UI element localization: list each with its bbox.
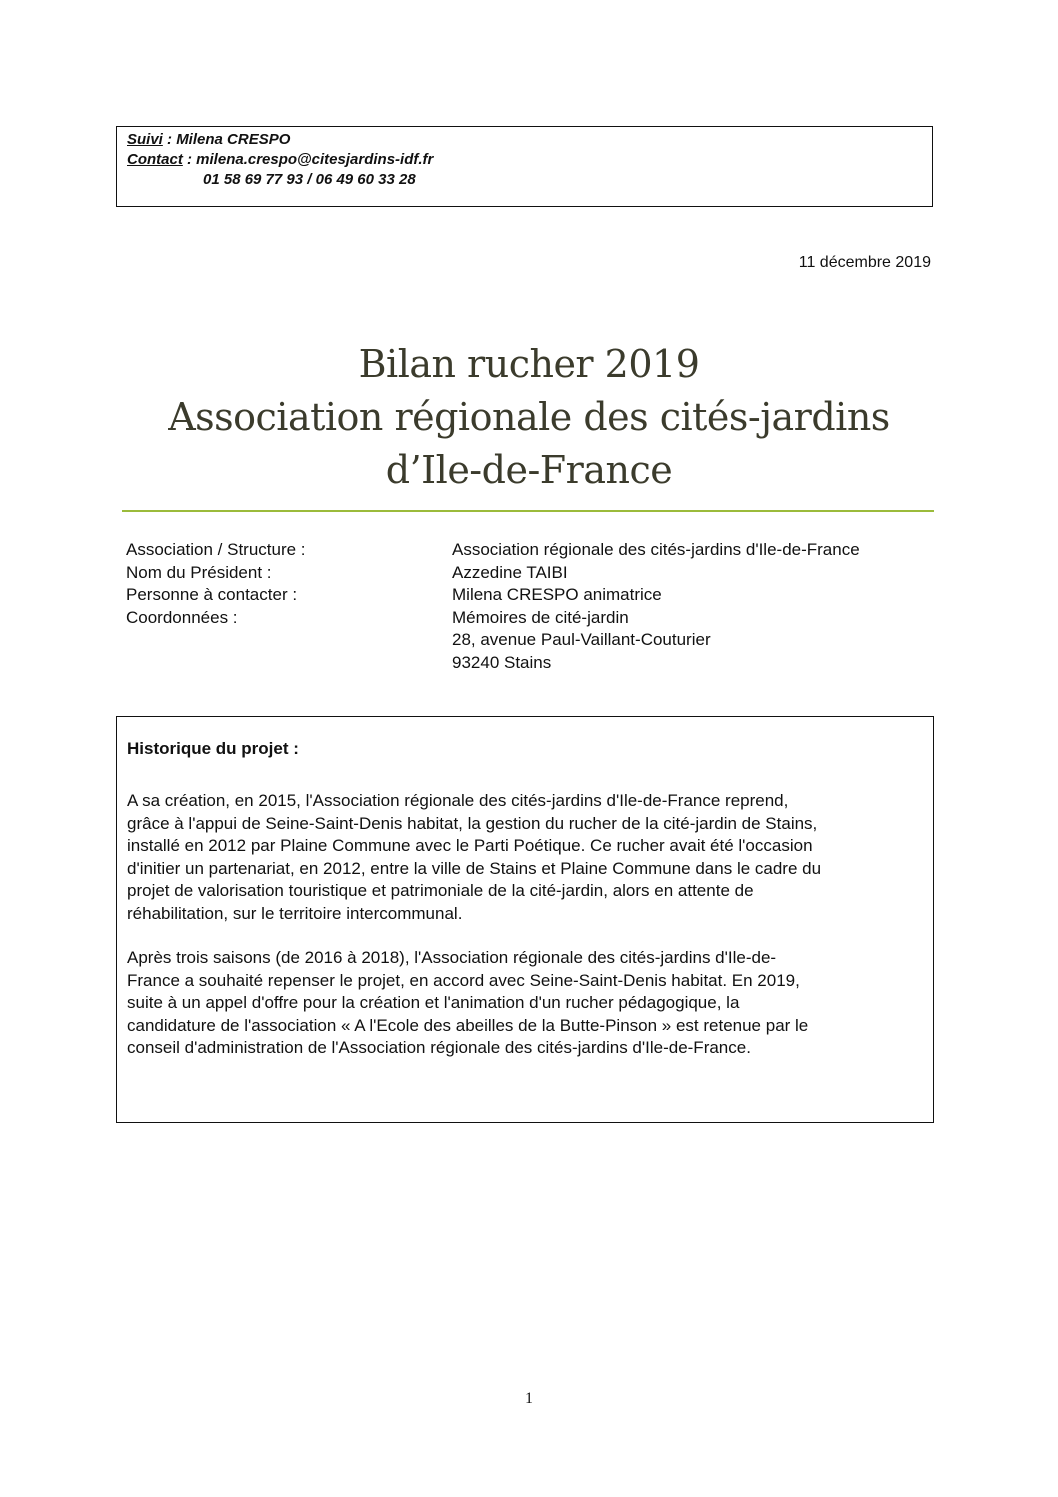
contact-email: : milena.crespo@citesjardins-idf.fr <box>182 151 434 168</box>
contact-phones: 01 58 69 77 93 / 06 49 60 33 28 <box>203 171 416 188</box>
title-divider <box>122 510 934 512</box>
paragraph-line: candidature de l'association « A l'Ecole des abeilles de la Butte-Pinson » est retenue par le <box>127 1015 809 1035</box>
info-value: Azzedine TAIBI <box>452 562 568 582</box>
paragraph-line: Après trois saisons (de 2016 à 2018), l'Association régionale des cités-jardins d'Ile-de- <box>127 948 777 967</box>
title-line-2: Association régionale des cités-jardins <box>168 395 890 439</box>
paragraph-line: installé en 2012 par Plaine Commune avec le Parti Poétique. Ce rucher avait été l'occasion <box>127 836 813 855</box>
info-label: Nom du Président : <box>126 562 272 582</box>
page-number: 1 <box>525 1390 533 1407</box>
document-date: 11 décembre 2019 <box>798 254 931 271</box>
paragraph-line: d'initier un partenariat, en 2012, entre la ville de Stains et Plaine Commune dans le cadre du <box>127 858 822 878</box>
info-value: Association régionale des cités-jardins d'Ile-de-France <box>452 540 860 559</box>
suivi-label: Suivi <box>127 131 163 148</box>
history-heading: Historique du projet : <box>127 739 299 758</box>
info-value: Milena CRESPO animatrice <box>452 585 662 604</box>
paragraph-line: conseil d'administration de l'Association régionale des cités-jardins d'Ile-de-France. <box>127 1038 751 1057</box>
history-paragraph-2 <box>127 947 808 1060</box>
document-title <box>100 338 958 497</box>
paragraph-line: A sa création, en 2015, l'Association régionale des cités-jardins d'Ile-de-France reprend, <box>127 791 789 810</box>
history-box <box>116 716 934 1123</box>
contact-line <box>127 150 433 170</box>
contact-box <box>116 126 933 207</box>
history-paragraph-1 <box>127 790 821 925</box>
suivi-value: : Milena CRESPO <box>162 131 291 148</box>
paragraph-line: grâce à l'appui de Seine-Saint-Denis habitat, la gestion du rucher de la cité-jardin de Stains, <box>127 813 818 833</box>
paragraph-line: réhabilitation, sur le territoire intercommunal. <box>127 903 463 923</box>
title-line-1: Bilan rucher 2019 <box>358 342 700 386</box>
info-value: 28, avenue Paul-Vaillant-Couturier <box>452 630 711 649</box>
title-line-3: d’Ile-de-France <box>385 448 673 492</box>
info-label: Association / Structure : <box>126 540 306 559</box>
info-value: 93240 Stains <box>452 652 552 672</box>
info-value: Mémoires de cité-jardin <box>452 607 629 627</box>
paragraph-line: suite à un appel d'offre pour la création et l'animation d'un rucher pédagogique, la <box>127 993 740 1012</box>
suivi-line <box>127 130 290 150</box>
info-label: Coordonnées : <box>126 607 238 627</box>
paragraph-line: projet de valorisation touristique et patrimoniale de la cité-jardin, alors en attente de <box>127 881 754 900</box>
contact-label: Contact <box>127 151 183 168</box>
info-label: Personne à contacter : <box>126 585 298 604</box>
paragraph-line: France a souhaité repenser le projet, en accord avec Seine-Saint-Denis habitat. En 2019, <box>127 970 800 990</box>
